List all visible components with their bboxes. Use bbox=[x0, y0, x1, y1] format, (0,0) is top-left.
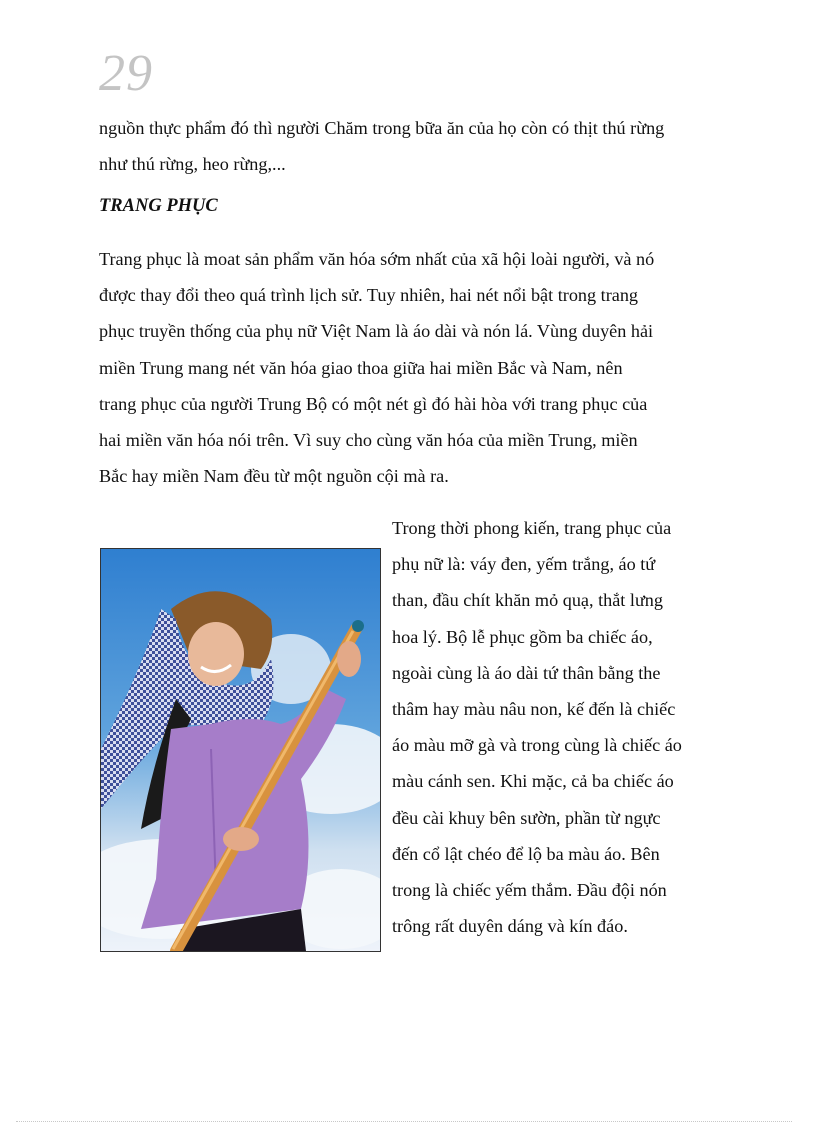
text-line: Bắc hay miền Nam đều từ một nguồn cội mà ra. bbox=[99, 466, 449, 487]
text-line: miền Trung mang nét văn hóa giao thoa giữa hai miền Bắc và Nam, nên bbox=[99, 357, 623, 378]
section-heading: TRANG PHỤC bbox=[99, 196, 218, 216]
text-line: Trang phục là moat sản phẩm văn hóa sớm nhất của xã hội loài người, và nó bbox=[99, 249, 655, 269]
text-line: hoa lý. Bộ lễ phục gồm ba chiếc áo, bbox=[392, 626, 653, 647]
text-line: đến cổ lật chéo để lộ ba màu áo. Bên bbox=[392, 843, 660, 864]
paragraph-2 bbox=[392, 510, 732, 944]
photo-illustration bbox=[101, 549, 380, 951]
text-line: như thú rừng, heo rừng,... bbox=[99, 154, 286, 175]
text-line: nguồn thực phẩm đó thì người Chăm trong bữa ăn của họ còn có thịt thú rừng bbox=[99, 118, 665, 138]
text-line: màu cánh sen. Khi mặc, cả ba chiếc áo bbox=[392, 771, 674, 792]
text-line: được thay đổi theo quá trình lịch sử. Tuy nhiên, hai nét nổi bật trong trang bbox=[99, 285, 639, 306]
text-line: trang phục của người Trung Bộ có một nét gì đó hài hòa với trang phục của bbox=[99, 393, 648, 414]
paragraph-1 bbox=[99, 241, 729, 494]
text-line: trong là chiếc yếm thắm. Đầu đội nón bbox=[392, 880, 667, 901]
page-number: 29 bbox=[99, 45, 153, 102]
text-line: trông rất duyên dáng và kín đáo. bbox=[392, 916, 628, 937]
text-line: áo màu mỡ gà và trong cùng là chiếc áo bbox=[392, 735, 682, 756]
text-line: ngoài cùng là áo dài tứ thân bằng the bbox=[392, 662, 661, 683]
text-line: than, đầu chít khăn mỏ quạ, thắt lưng bbox=[392, 590, 663, 611]
text-line: phục truyền thống của phụ nữ Việt Nam là áo dài và nón lá. Vùng duyên hải bbox=[99, 321, 654, 342]
text-line: Trong thời phong kiến, trang phục của bbox=[392, 518, 672, 538]
text-line: đều cài khuy bên sườn, phần từ ngực bbox=[392, 807, 661, 828]
text-line: phụ nữ là: váy đen, yếm trắng, áo tứ bbox=[392, 554, 656, 575]
text-line: hai miền văn hóa nói trên. Vì suy cho cùng văn hóa của miền Trung, miền bbox=[99, 430, 638, 451]
intro-paragraph bbox=[99, 110, 729, 182]
text-line: thâm hay màu nâu non, kế đến là chiếc bbox=[392, 699, 676, 720]
photo-woman-traditional-dress bbox=[100, 548, 381, 952]
page-bottom-rule bbox=[16, 1121, 792, 1122]
